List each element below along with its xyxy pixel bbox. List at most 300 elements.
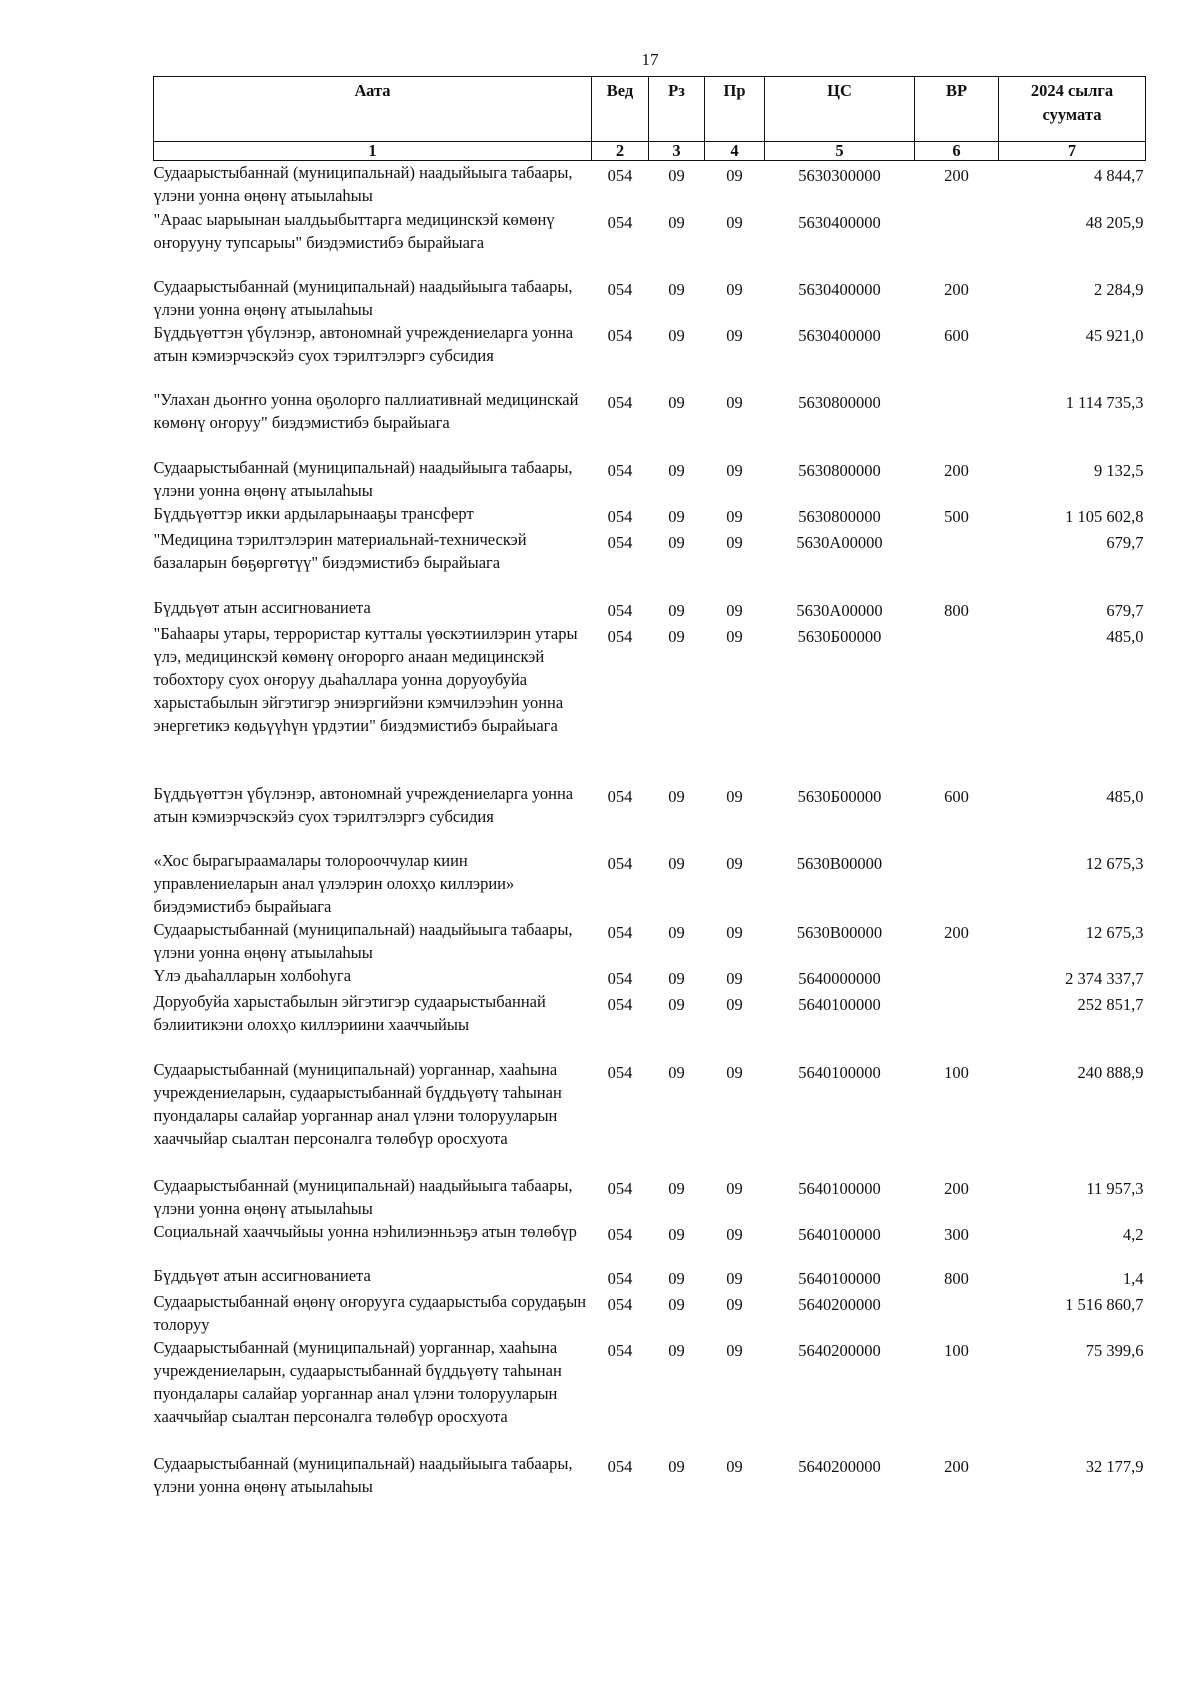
row-rz-cell [649,964,705,990]
row-ved: 054 [607,626,633,646]
row-sum: 1 516 860,7 [1065,1294,1144,1314]
row-name: Бүддьүөт атын ассигнованиета [153,1265,371,1285]
header-ved: Вед [592,77,649,142]
row-cs: 5630400000 [798,325,881,345]
row-name: Доруобуйа харыстабылын эйгэтигэр судаарыстыбаннай бэлиитикэни олохҳо киллэриини хааччыйыы [153,991,546,1034]
row-rz: 09 [668,626,685,646]
row-ved-cell [592,1264,649,1290]
row-rz-cell [649,622,705,782]
row-rz: 09 [668,853,685,873]
row-sum: 1,4 [1122,1268,1144,1288]
row-ved: 054 [607,325,633,345]
row-pr: 09 [726,994,743,1014]
header-name: Аата [154,77,592,142]
row-vr-cell [915,1290,999,1336]
row-ved: 054 [607,922,633,942]
table-row [154,388,1146,456]
row-rz-cell [649,275,705,321]
row-ved-cell [592,502,649,528]
row-vr: 100 [944,1062,969,1082]
row-ved: 054 [607,460,633,480]
row-cs-cell [765,1264,915,1290]
table-row [154,528,1146,596]
row-pr-cell [705,918,765,964]
row-rz-cell [649,990,705,1058]
row-pr-cell [705,849,765,918]
table-row [154,1290,1146,1336]
row-pr-cell [705,782,765,849]
row-cs-cell [765,918,915,964]
row-ved-cell [592,849,649,918]
row-name: Судаарыстыбаннай өңөнү оҥорууга судаарыстыба сорудаҕын толоруу [153,1291,587,1334]
row-pr: 09 [726,279,743,299]
row-rz: 09 [668,1268,685,1288]
row-cs: 5630А00000 [796,600,883,620]
row-rz: 09 [668,1340,685,1360]
row-vr-cell [915,528,999,596]
row-pr: 09 [726,968,743,988]
row-rz: 09 [668,212,685,232]
row-vr-cell [915,1174,999,1220]
column-number: 1 [154,142,592,161]
row-rz: 09 [668,460,685,480]
column-number: 6 [915,142,999,161]
table-row [154,456,1146,502]
row-pr: 09 [726,212,743,232]
row-sum: 485,0 [1106,626,1144,646]
row-cs-cell [765,1220,915,1264]
row-sum-cell [999,849,1146,918]
row-vr-cell [915,1264,999,1290]
row-pr-cell [705,964,765,990]
row-vr-cell [915,1220,999,1264]
table-row [154,161,1146,208]
row-name: Бүддьүөттэр икки ардыларынааҕы трансферт [153,503,474,523]
row-pr-cell [705,456,765,502]
row-rz-cell [649,596,705,622]
row-pr: 09 [726,1178,743,1198]
row-vr-cell [915,1058,999,1174]
row-name: Үлэ дьаһалларын холбоһуга [153,965,352,985]
row-cs-cell [765,1058,915,1174]
page-number: 17 [641,50,659,69]
column-number: 3 [649,142,705,161]
row-rz: 09 [668,1294,685,1314]
row-cs: 5640100000 [798,1178,881,1198]
row-cs-cell [765,596,915,622]
row-name: "Улахан дьоҥҥо уонна оҕолорго паллиативнай медицинскай көмөнү оҥоруу" биэдэмистибэ бырайыага [153,389,579,432]
row-sum: 1 105 602,8 [1065,506,1144,526]
table-row [154,1264,1146,1290]
row-ved-cell [592,782,649,849]
row-vr: 200 [944,460,969,480]
row-pr-cell [705,990,765,1058]
row-cs-cell [765,849,915,918]
row-pr-cell [705,1220,765,1264]
row-sum-cell [999,528,1146,596]
row-vr: 600 [944,786,969,806]
row-pr: 09 [726,1224,743,1244]
row-cs-cell [765,782,915,849]
row-pr: 09 [726,600,743,620]
row-ved-cell [592,918,649,964]
column-number: 4 [705,142,765,161]
column-number: 7 [999,142,1146,161]
row-cs: 5630Б00000 [797,626,882,646]
row-pr-cell [705,161,765,208]
table-row [154,622,1146,782]
row-cs: 5630300000 [798,166,881,185]
row-sum-cell [999,1452,1146,1498]
row-rz-cell [649,1220,705,1264]
header-cs: ЦС [765,77,915,142]
row-sum: 240 888,9 [1077,1062,1144,1082]
row-name: Судаарыстыбаннай (муниципальнай) наадыйыыга табаары, үлэни уонна өңөнү атыылаһыы [153,276,573,319]
row-cs: 5640100000 [798,1224,881,1244]
row-rz: 09 [668,1062,685,1082]
row-ved-cell [592,1290,649,1336]
row-cs: 5630Б00000 [797,786,882,806]
row-rz-cell [649,918,705,964]
row-vr-cell [915,456,999,502]
row-vr-cell [915,208,999,275]
table-row [154,208,1146,275]
row-name: "Араас ыарыынан ыалдьыбыттарга медицинскэй көмөнү оҥорууну тупсарыы" биэдэмистибэ бырайыага [153,209,555,252]
row-pr-cell [705,1452,765,1498]
row-pr: 09 [726,922,743,942]
table-row [154,502,1146,528]
row-cs: 5640100000 [798,1268,881,1288]
row-sum-cell [999,321,1146,388]
row-sum-cell [999,990,1146,1058]
row-sum: 252 851,7 [1077,994,1144,1014]
row-pr-cell [705,1174,765,1220]
row-vr-cell [915,275,999,321]
row-vr-cell [915,964,999,990]
row-sum: 12 675,3 [1085,922,1144,942]
row-sum: 75 399,6 [1085,1340,1144,1360]
header-rz: Рз [649,77,705,142]
row-cs: 5630800000 [798,506,881,526]
row-ved: 054 [607,600,633,620]
row-ved: 054 [607,786,633,806]
row-ved-cell [592,622,649,782]
row-rz-cell [649,1452,705,1498]
row-cs-cell [765,275,915,321]
row-sum: 4,2 [1122,1224,1144,1244]
row-cs: 5640200000 [798,1340,881,1360]
row-rz-cell [649,782,705,849]
row-sum-cell [999,388,1146,456]
row-rz-cell [649,1058,705,1174]
row-rz: 09 [668,786,685,806]
row-sum-cell [999,1058,1146,1174]
row-pr: 09 [726,506,743,526]
row-vr-cell [915,622,999,782]
row-ved-cell [592,321,649,388]
row-rz: 09 [668,994,685,1014]
row-sum-cell [999,502,1146,528]
row-sum-cell [999,964,1146,990]
row-sum: 12 675,3 [1085,853,1144,873]
row-pr: 09 [726,853,743,873]
row-pr: 09 [726,166,743,185]
row-rz-cell [649,1264,705,1290]
row-sum-cell [999,1220,1146,1264]
row-rz-cell [649,208,705,275]
row-pr: 09 [726,1268,743,1288]
row-cs: 5640200000 [798,1294,881,1314]
row-rz: 09 [668,279,685,299]
row-vr: 800 [944,1268,969,1288]
row-rz-cell [649,161,705,208]
row-rz-cell [649,1336,705,1452]
row-name: Судаарыстыбаннай (муниципальнай) наадыйыыга табаары, үлэни уонна өңөнү атыылаһыы [153,163,573,205]
table-row [154,596,1146,622]
table-body [154,161,1146,1498]
row-cs-cell [765,1452,915,1498]
row-ved-cell [592,964,649,990]
row-vr-cell [915,990,999,1058]
row-ved: 054 [607,968,633,988]
row-sum-cell [999,596,1146,622]
row-pr-cell [705,388,765,456]
row-sum-cell [999,918,1146,964]
header-sum: 2024 сылга суумата [999,77,1146,142]
row-ved-cell [592,161,649,208]
table-row [154,918,1146,964]
row-cs-cell [765,990,915,1058]
row-ved-cell [592,1336,649,1452]
row-pr: 09 [726,392,743,412]
row-cs-cell [765,622,915,782]
row-vr-cell [915,321,999,388]
row-cs-cell [765,1336,915,1452]
table-header [154,77,1146,161]
row-rz: 09 [668,1224,685,1244]
row-ved-cell [592,1058,649,1174]
row-cs: 5630В00000 [796,853,883,873]
row-ved: 054 [607,1268,633,1288]
row-ved: 054 [607,212,633,232]
column-number: 5 [765,142,915,161]
row-pr: 09 [726,532,743,552]
row-ved: 054 [607,1224,633,1244]
row-pr-cell [705,1336,765,1452]
row-name: Бүддьүөттэн үбүлэнэр, автономнай учреждениеларга уонна атын кэмиэрчэскэйэ суох тэрилтэлэргэ субсидия [153,322,574,365]
row-vr: 500 [944,506,969,526]
row-rz-cell [649,502,705,528]
row-rz: 09 [668,1456,685,1476]
row-cs-cell [765,161,915,208]
row-rz: 09 [668,600,685,620]
table-row [154,1174,1146,1220]
row-ved-cell [592,388,649,456]
budget-table-container [153,76,1145,1498]
row-cs: 5630В00000 [796,922,883,942]
row-name: Судаарыстыбаннай (муниципальнай) наадыйыыга табаары, үлэни уонна өңөнү атыылаһыы [153,1453,573,1496]
table-row [154,1336,1146,1452]
row-pr-cell [705,1290,765,1336]
row-ved: 054 [607,532,633,552]
row-vr: 200 [944,922,969,942]
row-sum: 2 284,9 [1094,279,1144,299]
row-ved: 054 [607,506,633,526]
row-ved: 054 [607,166,633,185]
row-vr: 200 [944,1456,969,1476]
row-vr-cell [915,161,999,208]
row-cs-cell [765,528,915,596]
row-cs: 5640200000 [798,1456,881,1476]
row-rz-cell [649,321,705,388]
row-sum-cell [999,275,1146,321]
row-cs: 5630400000 [798,279,881,299]
row-vr-cell [915,918,999,964]
row-ved-cell [592,1452,649,1498]
header-vr: ВР [915,77,999,142]
row-sum: 45 921,0 [1085,325,1144,345]
table-row [154,321,1146,388]
row-pr: 09 [726,1294,743,1314]
row-rz: 09 [668,325,685,345]
row-vr-cell [915,849,999,918]
row-cs-cell [765,321,915,388]
row-vr: 100 [944,1340,969,1360]
row-sum-cell [999,1174,1146,1220]
row-pr-cell [705,1264,765,1290]
row-ved: 054 [607,853,633,873]
row-ved: 054 [607,1178,633,1198]
row-name: Социальнай хааччыйыы уонна нэһилиэнньэҕэ атын төлөбүр [153,1221,577,1241]
row-name: "Медицина тэрилтэлэрин материальнай-техническэй базаларын бөҕөргөтүү" биэдэмистибэ бырайыага [153,529,527,572]
row-cs-cell [765,502,915,528]
row-vr: 600 [944,325,969,345]
row-sum: 11 957,3 [1086,1178,1144,1198]
budget-table [153,76,1146,1498]
row-rz: 09 [668,1178,685,1198]
row-sum-cell [999,456,1146,502]
row-sum-cell [999,1290,1146,1336]
row-ved: 054 [607,1340,633,1360]
row-vr: 300 [944,1224,969,1244]
row-vr-cell [915,502,999,528]
row-vr: 200 [944,279,969,299]
row-cs-cell [765,456,915,502]
row-cs: 5630800000 [798,460,881,480]
row-cs: 5640100000 [798,1062,881,1082]
row-rz: 09 [668,506,685,526]
row-name: Бүддьүөт атын ассигнованиета [153,597,371,617]
row-pr: 09 [726,1340,743,1360]
table-row [154,1058,1146,1174]
table-row [154,849,1146,918]
row-sum: 2 374 337,7 [1065,968,1144,988]
row-name: Судаарыстыбаннай (муниципальнай) уорганнар, хааһына учреждениеларын, судаарыстыбаннай бүддьүөтү таһынан пуондалары салайар уорганнар анал үлэни толорууларын хааччыйар сыалтан персоналга төлөбүр оросхуота [153,1059,562,1148]
row-cs-cell [765,208,915,275]
row-rz: 09 [668,392,685,412]
table-row [154,964,1146,990]
row-vr-cell [915,596,999,622]
row-sum-cell [999,622,1146,782]
row-pr: 09 [726,626,743,646]
row-name: Судаарыстыбаннай (муниципальнай) наадыйыыга табаары, үлэни уонна өңөнү атыылаһыы [153,457,573,500]
row-cs: 5630400000 [798,212,881,232]
row-pr: 09 [726,786,743,806]
row-sum: 1 114 735,3 [1065,392,1144,412]
row-vr-cell [915,388,999,456]
row-sum: 48 205,9 [1085,212,1144,232]
row-rz: 09 [668,532,685,552]
row-sum: 679,7 [1106,600,1144,620]
row-rz-cell [649,388,705,456]
row-pr-cell [705,321,765,388]
row-ved-cell [592,1220,649,1264]
row-ved: 054 [607,1062,633,1082]
row-name: Бүддьүөттэн үбүлэнэр, автономнай учреждениеларга уонна атын кэмиэрчэскэйэ суох тэрилтэлэргэ субсидия [153,783,574,826]
row-vr-cell [915,1336,999,1452]
table-row [154,1452,1146,1498]
row-vr: 200 [944,166,969,185]
row-sum: 32 177,9 [1085,1456,1144,1476]
row-cs-cell [765,1290,915,1336]
row-rz: 09 [668,166,685,185]
row-rz: 09 [668,968,685,988]
row-name: Судаарыстыбаннай (муниципальнай) наадыйыыга табаары, үлэни уонна өңөнү атыылаһыы [153,1175,573,1218]
row-cs: 5630А00000 [796,532,883,552]
row-pr-cell [705,502,765,528]
row-pr: 09 [726,325,743,345]
row-cs-cell [765,388,915,456]
row-ved-cell [592,596,649,622]
row-ved: 054 [607,1294,633,1314]
row-rz-cell [649,456,705,502]
row-rz-cell [649,1174,705,1220]
row-sum: 9 132,5 [1094,460,1144,480]
table-row [154,1220,1146,1264]
row-rz-cell [649,528,705,596]
row-name: «Хос бырагыраамалары толорооччулар киин управлениеларын анал үлэлэрин олохҳо киллэрии» биэдэмистибэ бырайыага [153,850,515,916]
row-rz: 09 [668,922,685,942]
row-ved: 054 [607,392,633,412]
row-sum-cell [999,1264,1146,1290]
row-ved-cell [592,1174,649,1220]
column-number: 2 [592,142,649,161]
table-row [154,782,1146,849]
row-vr: 800 [944,600,969,620]
row-pr-cell [705,208,765,275]
row-rz-cell [649,1290,705,1336]
row-ved: 054 [607,279,633,299]
row-ved-cell [592,275,649,321]
row-ved: 054 [607,994,633,1014]
row-ved-cell [592,990,649,1058]
row-pr: 09 [726,1062,743,1082]
row-vr: 200 [944,1178,969,1198]
row-pr: 09 [726,1456,743,1476]
row-name: Судаарыстыбаннай (муниципальнай) уорганнар, хааһына учреждениеларын, судаарыстыбаннай бүддьүөтү таһынан пуондалары салайар уорганнар анал үлэни толорууларын хааччыйар сыалтан персоналга төлөбүр оросхуота [153,1337,562,1426]
row-sum: 485,0 [1106,786,1144,806]
header-pr: Пр [705,77,765,142]
row-cs-cell [765,964,915,990]
row-name: "Баһаары утары, террористар кутталы үөскэтиилэрин утары үлэ, медицинскэй көмөнү оҥорорго анаан медицинскэй тобохтору суох оҥоруу дьаһаллара уонна доруоубуйа харыстабылын эйгэтигэр эниэргийэни кэмчилээһин уонна энергетикэ көдьүүһүн үрдэтии" биэдэмистибэ бырайыага [153,623,578,735]
row-sum-cell [999,782,1146,849]
row-sum: 679,7 [1106,532,1144,552]
row-sum-cell [999,1336,1146,1452]
row-cs: 5630800000 [798,392,881,412]
row-pr-cell [705,596,765,622]
row-cs: 5640000000 [798,968,881,988]
row-pr-cell [705,275,765,321]
